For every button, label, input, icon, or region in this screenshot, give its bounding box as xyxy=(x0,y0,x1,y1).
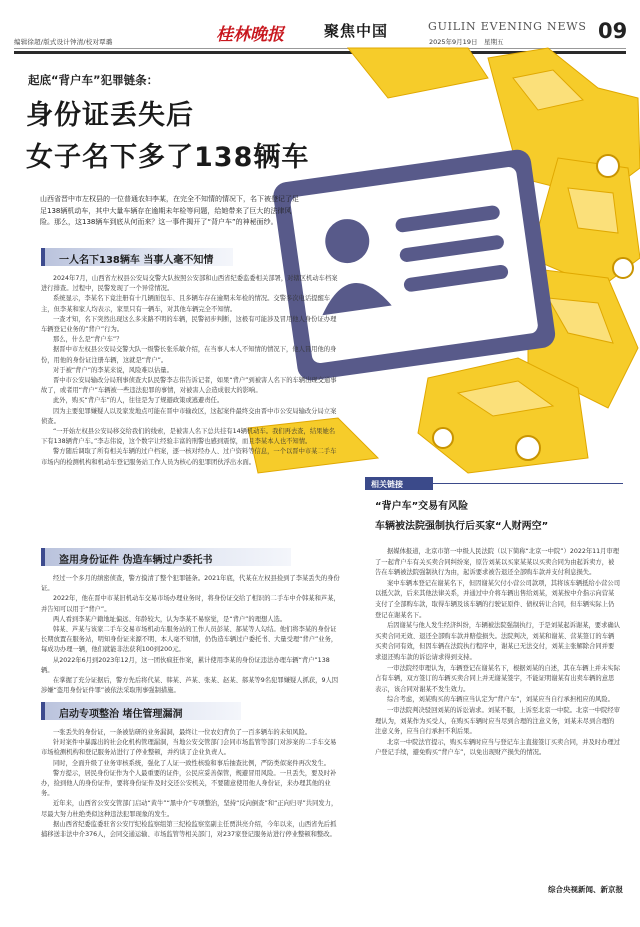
paragraph: 两人看到李某户籍地址偏远、年龄较大，认为李某不易察觉，是“背户”的理想人选。 xyxy=(53,615,287,623)
paragraph: 警方提示，居民身份证作为个人最重要的证件，公民应妥善保管，规避冒用风险。一旦丢失，要及时补办，捡到他人的身份证件，要将身份证件及时交还公安机关，不要随意使用他人身份证，来办理其他的业务。 xyxy=(41,769,337,798)
paragraph: 综合考虑，刘某购买的车辆应当认定为“背户车”，刘某应当自行承担相应的风险。 xyxy=(387,696,614,704)
section-body-2 xyxy=(41,574,341,695)
paragraph: 近年来，山西省公安交管部门启动“黄牛”“黑中介”专项整治，坚持“反向倒查”和“正向归寻”共同发力，尽最大努力杜绝类似这种违法犯罪现象的发生。 xyxy=(41,800,338,818)
english-masthead: GUILIN EVENING NEWS xyxy=(428,20,587,33)
paragraph: 北京一中院法官提示，购买车辆时应当与登记车主直接签订买卖合同，并及时办理过户登记手续，避免购买“背户车”，以免出现财产损失的情况。 xyxy=(375,738,620,757)
related-tag: 相关链接 xyxy=(371,480,403,489)
paragraph: “一开始左权县公安局移交给我们的线索，是被害人名下总共挂有14辆机动车。我们再去查，结果她名下有138辆背户车。”李志伟说，这个数字让经验丰富的刑警也感到震惊，而且李某本人也不知情。 xyxy=(41,428,336,446)
section-marker xyxy=(41,702,45,720)
headline-line-1: 身份证丢失后 xyxy=(26,100,194,131)
paragraph: 2024年7月，山西省左权县公安局交警大队按照公安部和山西省纪委监委相关部署，对辖区机动车档案进行排查。过程中，民警发现了一个异常情况。 xyxy=(41,275,338,293)
section-marker xyxy=(41,248,45,266)
section-name: 聚焦中国 xyxy=(324,22,389,40)
sidebar-body xyxy=(375,547,620,873)
headline-kicker: 起底“背户车”犯罪链条： xyxy=(28,73,159,87)
article-source: 综合央视新闻、新京报 xyxy=(548,885,623,894)
lead-paragraph: 山西省晋中市左权县的一位普通农妇李某，在完全不知情的情况下，名下被登记了足足138辆机动车，其中大量车辆存在逾期未年检等问题，给她带来了巨大的法律风险。那么，这138辆车到底从何而来？这一事件揭开了“背户车”的神秘面纱。 xyxy=(40,195,299,226)
paragraph: 韩某、芦某与该家二手车交易市场机动车服务站的工作人员彭某、郝某等人勾结。他们将李某的身份证长期放置在服务站，明知身份证来源不明、本人毫不知情，仍伪造车辆过户委托书、大量受理“背户”业务，每成功办理一辆，他们就能非法获利100到200元。 xyxy=(41,626,338,654)
paragraph: 经过一个多月的缜密侦查，警方摸清了整个犯罪链条。2021年底，代某在左权县捡到了李某丢失的身份证。 xyxy=(41,575,340,593)
paragraph: 一张丢失的身份证，一条被钻研的业务漏洞，最终让一位农妇背负了一百多辆车的未知风险。 xyxy=(53,729,312,736)
paragraph: 晋中市公安局输改分局刑事侦查大队民警李志伟告诉记者，如果“背户”到被害人名下的车辆出现交通事故了，或者用“背户”车辆被一些违法犯罪的事情，对被害人会造成很大的影响。 xyxy=(41,377,337,395)
paragraph: 警方随后调取了所有相关车辆的过户档案，逐一核对经办人、过户资料等信息，一个以晋中市某二手车市场内的检测机构和机动车登记服务站工作人员为核心的犯罪团伙浮出水面。 xyxy=(41,448,337,466)
section-body-3 xyxy=(41,728,341,906)
staff-credits: 编辑徐超/版式设计钟清/校对覃璐 xyxy=(14,38,113,46)
paragraph: 案中车辆本登记在谢某名下，但因谢某欠付小营公司款项，其将该车辆抵给小营公司以抵欠款，后来其他法律关系，并通过中介将车辆出售给刘某，刘某按中介指示向营某支付了全部购车款，取得车辆及该车辆的行驶证原件、债权转让合同，但车辆实际上仍登记在谢某名下。 xyxy=(375,579,620,619)
paragraph: 后因谢某与他人发生经济纠纷，车辆被法院强制执行，于是刘某起诉谢某，要求确认买卖合同无效、退还全部购车款并赔偿损失。法院判决，刘某和谢某、营某签订的车辆买卖合同有效，但因车辆在法院执行程序中，谢某已无法交付，刘某主张解除合同并要求退还购车款的诉讼请求得到支持。 xyxy=(375,622,620,661)
paragraph: 针对案件中暴露出的社会化机构管理漏洞，当地公安交管部门会同市场监管等部门对涉案的二手车交易市场检测机构和登记服务站进行了停业整顿，并约谈了企业负责人。 xyxy=(41,739,337,757)
sidebar-title-2: 车辆被法院强制执行后买家“人财两空” xyxy=(375,521,549,532)
paragraph: 据山西省纪委监委驻省公安厅纪检监察组第三纪检监察室副主任贾洪亮介绍，今年以来，山西省先后抓捕移送非法中介376人，会同交通运输、市场监管等相关部门，对237家登记服务站进行停业整顿和整改。 xyxy=(41,820,337,839)
dateline: 2025年9月19日 星期五 xyxy=(429,38,504,46)
paragraph: 据媒体报道，北京市第一中级人民法院（以下简称“北京一中院”）2022年11月审理了一起背户车有关买卖合同纠纷案，原告刘某以买家某某以买卖合同为由起诉卖方，被告在车辆被法院强制执行为由，起诉要求被告退还全部购车款并支付利息损失。 xyxy=(375,548,620,577)
paragraph: 2022年，他在晋中市某旧机动车交易市场办理业务时，将身份证交给了相识的二手车中介韩某和芦某，并告知可以用于“背户”。 xyxy=(41,595,340,613)
paragraph: 那么，什么是“背户车”？ xyxy=(53,336,123,344)
related-rule xyxy=(433,483,623,484)
newspaper-logo: 桂林晚报 xyxy=(216,25,284,45)
section-title: 一人名下138辆车 当事人毫不知情 xyxy=(59,255,214,266)
section-title: 启动专项整治 堵住管理漏洞 xyxy=(59,709,183,720)
section-header-1 xyxy=(41,248,233,266)
paragraph: 一审法院经审理认为，车辆登记在谢某名下，根据刘某的自述，其在车辆上并未实际占有车辆，双方签订的车辆买卖合同上并无谢某签字，不能证明谢某有出卖车辆的意思表示，该合同对谢某不发生效力。 xyxy=(375,664,620,693)
page-number: 09 xyxy=(598,19,628,43)
section-marker xyxy=(41,548,45,566)
paragraph: 一审法院判决驳回刘某的诉讼请求。刘某不服，上诉至北京一中院。北京一中院经审理认为，刘某作为买受人，在购买车辆时应当尽到合理的注意义务，刘某未尽到合理的注意义务，应当自行承担不利后果。 xyxy=(375,706,620,736)
section-body-1 xyxy=(41,274,341,534)
paragraph: 同时，全面升级了业务审核系统，强化了人证一致性核验和事后抽查比例，严防类似案件再次发生。 xyxy=(53,759,331,767)
paragraph: 据晋中市左权县公安局交警大队一级警长张乐敏介绍，在当事人本人不知情的情况下，他人冒用他的身份，用他的身份证注册车辆，这就是“背户”。 xyxy=(41,346,337,364)
paragraph: 此外，购买“背户车”的人，往往是为了规避政策或逃避责任。 xyxy=(53,397,224,405)
sidebar-title-1: “背户车”交易有风险 xyxy=(375,501,469,512)
paragraph: 一查才知，名下突然出现这么多来路不明的车辆，民警初步判断，这极有可能涉及冒用他人身份证办理车辆登记业务的“背户”行为。 xyxy=(41,315,337,334)
section-header-2 xyxy=(41,548,291,566)
paragraph: 对于被“背户”的李某来说，风险难以估量。 xyxy=(53,366,173,374)
paragraph: 系统显示，李某名下竟注册有十几辆面包车、且多辆车存在逾期未年检的情况。交警多次电话提醒车主，但李某和家人均表示，家里只有一辆车，对其他车辆完全不知情。 xyxy=(41,295,331,313)
headline-line-2: 女子名下多了138辆车 xyxy=(26,142,310,173)
paragraph: 在掌握了充分证据后，警方先后将代某、韩某、芦某、张某、赵某、郝某等9名犯罪嫌疑人抓获，9人因涉嫌“盗用身份证件罪”被依法采取刑事强制措施。 xyxy=(41,677,339,695)
section-title: 盗用身份证件 伪造车辆过户委托书 xyxy=(59,555,213,566)
paragraph: 因为主要犯罪嫌疑人以及家发地点可能在晋中市输改区，这起案件最终交由晋中市公安局输改分局立案侦查。 xyxy=(41,407,337,425)
section-header-3 xyxy=(41,702,241,720)
paragraph: 从2022年6月到2023年12月，这一团伙疯狂作案，累计使用李某的身份证违法办理车辆“背户”138辆。 xyxy=(41,656,330,674)
